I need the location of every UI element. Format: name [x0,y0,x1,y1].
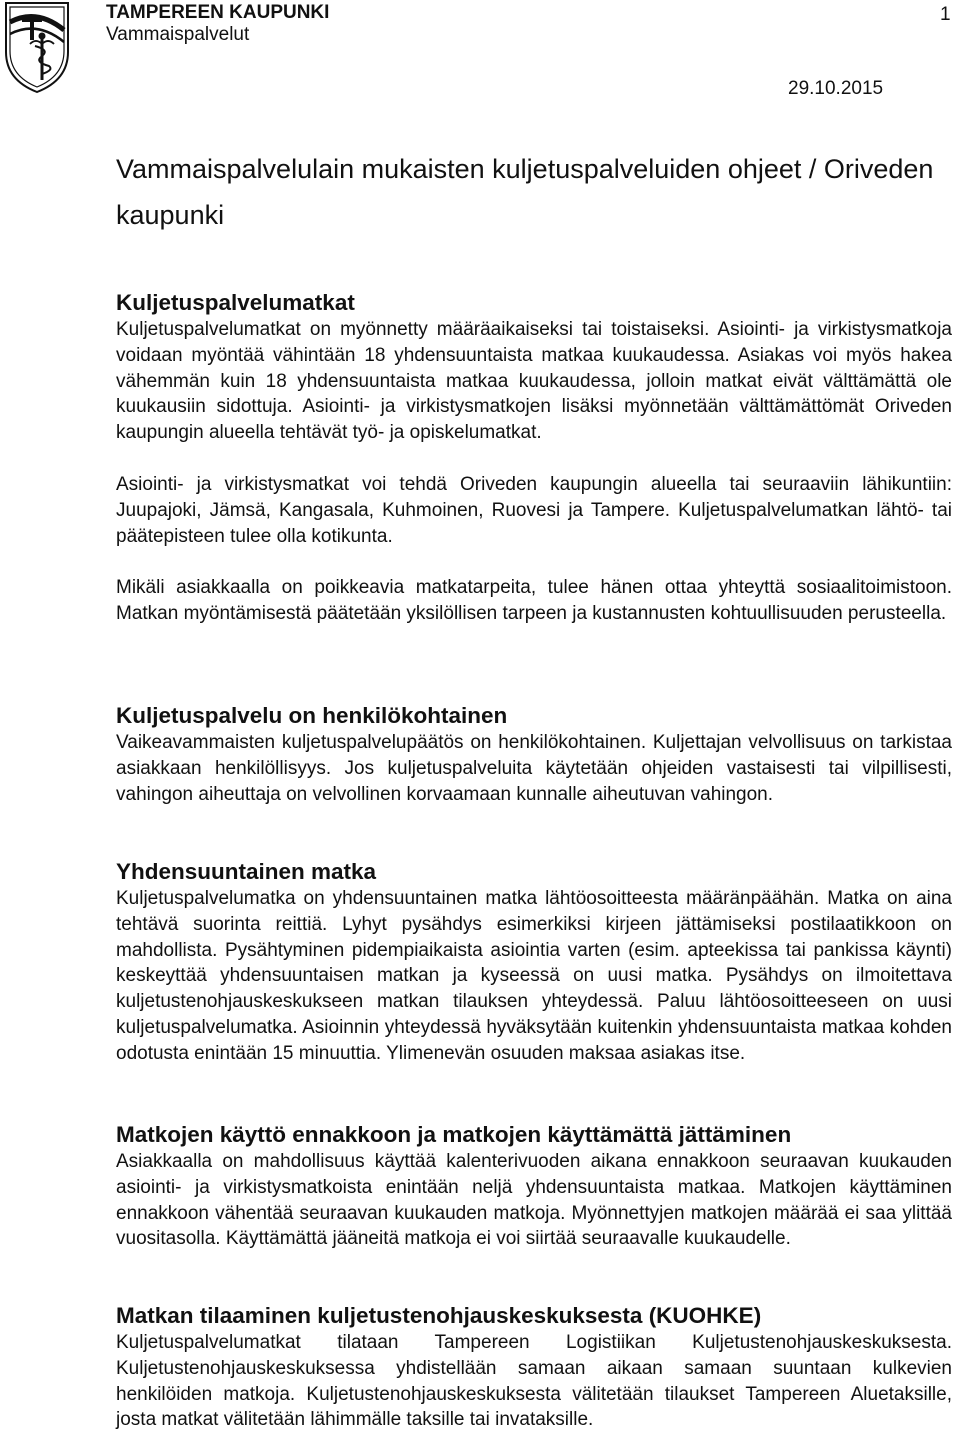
section-ennakkokaytto [116,1122,952,1252]
section-heading: Kuljetuspalvelu on henkilökohtainen [116,703,508,728]
paragraph: Kuljetuspalvelumatkat on myönnetty määräaikaiseksi tai toistaiseksi. Asiointi- ja virkistysmatkoja voidaan myöntää vähintään 18 yhdensuuntaista matkaa kuukaudessa. Asiakas voi myös hakea vähemmän kuin 18 yhdensuuntaista matkaa kuukaudessa, jolloin matkat eivät välttämättä ole kuukausiin sidottuja. Asiointi- ja virkistysmatkojen lisäksi myönnetään välttämättömät Oriveden kaupungin alueella tehtävät työ- ja opiskelumatkat. [116,319,952,444]
section-henkilokohtainen [116,703,952,807]
organization-name: TAMPEREEN KAUPUNKI [106,2,330,23]
paragraph: Asiointi- ja virkistysmatkat voi tehdä Oriveden kaupungin alueella tai seuraaviin lähikuntiin: Juupajoki, Jämsä, Kangasala, Kuhmoinen, Ruovesi ja Tampere. Kuljetuspalvelumatkan lähtö- tai päätepisteen tulee olla kotikunta. [116,473,952,547]
city-coat-of-arms-logo [2,0,72,94]
department-name: Vammaispalvelut [106,24,250,45]
section-kuljetuspalvelumatkat [116,290,952,627]
paragraph: Asiakkaalla on mahdollisuus käyttää kalenterivuoden aikana ennakkoon seuraavan kuukauden asiointi- ja virkistysmatkoista enintään neljä yhdensuuntaista matkaa. Matkojen käyttäminen ennakkoon vähentää seuraavan kuukauden matkoja. Myönnettyjen matkojen määrää ei saa ylittää vuositasolla. Käyttämättä jääneitä matkoja ei voi siirtää seuraavalle kuukaudelle. [116,1151,952,1250]
paragraph: Kuljetuspalvelumatkat tilataan Tampereen Logistiikan Kuljetustenohjauskeskuksesta. Kuljetustenohjauskeskuksessa yhdistellään samaan aikaan samaan suuntaan kulkevien henkilöiden matkoja. Kuljetustenohjauskeskuksesta välitetään tilaukset Tampereen Aluetaksille, josta matkat välitetään lähimmälle taksille tai invataksille. [116,1332,952,1431]
section-matkan-tilaaminen [116,1303,952,1433]
page-number: 1 [940,4,951,25]
section-yhdensuuntainen-matka [116,859,952,1067]
section-heading: Kuljetuspalvelumatkat [116,290,355,315]
document-date: 29.10.2015 [788,78,884,99]
section-heading: Yhdensuuntainen matka [116,859,377,884]
section-heading: Matkojen käyttö ennakkoon ja matkojen käyttämättä jättäminen [116,1122,792,1147]
paragraph: Mikäli asiakkaalla on poikkeavia matkatarpeita, tulee hänen ottaa yhteyttä sosiaalitoimistoon. Matkan myöntämisestä päätetään yksilöllisen tarpeen ja kustannusten kohtuullisuuden perusteella. [116,577,952,625]
document-title: Vammaispalvelulain mukaisten kuljetuspalveluiden ohjeet / Oriveden kaupunki [116,154,934,230]
organization-block [106,2,329,46]
section-heading: Matkan tilaaminen kuljetustenohjauskeskuksesta (KUOHKE) [116,1303,762,1328]
paragraph: Kuljetuspalvelumatka on yhdensuuntainen matka lähtöosoitteesta määränpäähän. Matka on aina tehtävä suorinta reittiä. Lyhyt pysähdys esimerkiksi kirjeen jättämiseksi postilaatikkoon on mahdollista. Pysähtyminen pidempiaikaista asiointia varten (esim. apteekissa tai pankissa käynti) keskeyttää yhdensuuntaisen matkan ja kyseessä on uusi matka. Pysähdys on ilmoitettava kuljetustenohjauskeskukseen matkan tilauksen yhteydessä. Paluu lähtöosoitteeseen on uusi kuljetuspalvelumatka. Asioinnin yhteydessä hyväksytään kuitenkin yhdensuuntaista matkaa kohden odotusta enintään 15 minuuttia. Ylimenevän osuuden maksaa asiakas itse. [116,888,952,1064]
paragraph: Vaikeavammaisten kuljetuspalvelupäätös on henkilökohtainen. Kuljettajan velvollisuus on tarkistaa asiakkaan henkilöllisyys. Jos kuljetuspalveluita käytetään ohjeiden vastaisesti tai vilpillisesti, vahingon aiheuttaja on velvollinen korvaamaan kunnalle aiheutuvan vahingon. [116,732,952,805]
